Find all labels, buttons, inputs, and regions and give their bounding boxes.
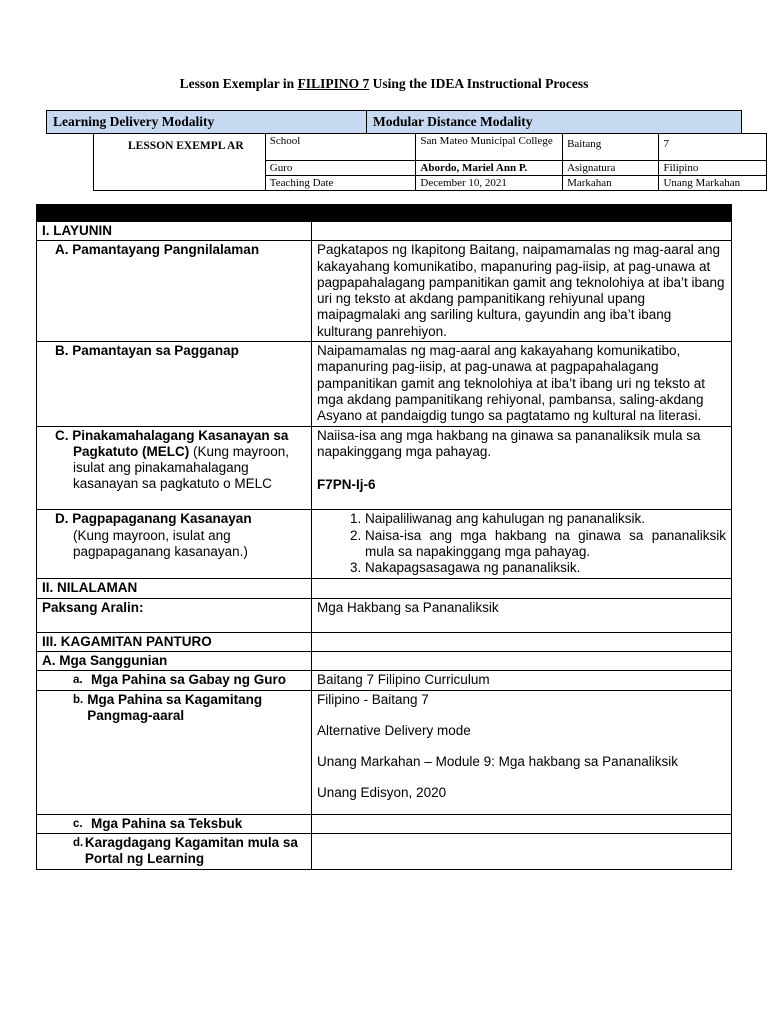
pamantayan-sa-pagganap-text: Naipamamalas ng mag-aaral ang kakayahang komunikatibo, mapanuring pag-iisip, at pag-unawa at pagpapahalagang pampanitikan gamit ang teknolohiya at iba’t ibang uri ng teksto at mga akdang pampanitikang rehiyonal, pambansa, saling-akdang Asyano at pandaigdig tungo sa pagtatamo ng kultural na literasi. (312, 342, 732, 426)
sanggunian-row (37, 651, 732, 670)
lesson-exemplar-label: LESSON EXEMPL AR (94, 134, 266, 191)
table-header-row (37, 205, 732, 222)
melc-code: F7PN-Ij-6 (317, 477, 376, 493)
paksang-aralin-value: Mga Hakbang sa Pananaliksik (312, 598, 732, 632)
source-line: Filipino - Baitang 7 (317, 691, 429, 707)
asignatura-label: Asignatura (563, 161, 659, 176)
baitang-label: Baitang (563, 134, 659, 161)
modality-value: Modular Distance Modality (367, 111, 742, 134)
markahan-label: Markahan (563, 176, 659, 191)
pamantayang-pangnilalaman-text: Pagkatapos ng Ikapitong Baitang, naipamamalas ng mag-aaral ang kakayahang komunikatibo, mapanuring pag-iisip, at pag-unawa at pagpapahalagang pampanitikan gamit ang teknolohiya at iba’t ibang uri ng teksto at akdang pampanitikang rehiyunal upang maipagmalaki ang sariling kultura, gayundin ang iba’t ibang kulturang panrehiyon. (312, 241, 732, 342)
school-label: School (265, 134, 416, 161)
modality-label: Learning Delivery Modality (47, 111, 367, 134)
kagamitan-row (37, 632, 732, 651)
objective-item: 2. Naisa-isa ang mga hakbang na ginawa sa pananaliksik mula sa napakinggang mga pahayag. (365, 528, 726, 561)
teksbuk-text: Mga Pahina sa Teksbuk (91, 815, 243, 831)
teaching-date-value: December 10, 2021 (416, 176, 563, 191)
markahan-value: Unang Markahan (659, 176, 767, 191)
row-b (37, 342, 732, 426)
teaching-date-label: Teaching Date (265, 176, 416, 191)
teksbuk-label (37, 814, 312, 833)
school-value: San Mateo Municipal College (416, 134, 563, 161)
pagpapaganang-label-note: (Kung mayroon, isulat ang pagpapaganang kasanayan.) (73, 527, 248, 560)
row-c (37, 426, 732, 510)
pamantayang-pangnilalaman-label: A. Pamantayang Pangnilalaman (37, 241, 312, 342)
guro-label: Guro (265, 161, 416, 176)
sanggunian-heading: A. Mga Sanggunian (37, 651, 312, 670)
objectives-list (317, 511, 726, 576)
item-letter: b. (73, 693, 84, 706)
source-line: Alternative Delivery mode (317, 722, 471, 738)
title-suffix: Using the IDEA Instructional Process (369, 76, 589, 91)
row-sc (37, 814, 732, 833)
learning-portal-text: Karagdagang Kagamitan mula sa Portal ng Learning (84, 835, 298, 867)
melc-label-note: (Kung mayroon, isulat ang pinakamahalagang kasanayan sa pagkatuto o MELC (73, 443, 290, 492)
gabay-ng-guro-value (312, 671, 732, 690)
pagpapaganang-list-cell (312, 510, 732, 579)
lesson-info-table (93, 133, 767, 191)
objective-item: 1. Naipaliliwanag ang kahulugan ng pananaliksik. (365, 511, 726, 527)
objective-item: 3. Nakapagsasagawa ng pananaliksik. (365, 560, 726, 576)
paksang-aralin-label: Paksang Aralin: (37, 598, 312, 632)
baitang-value: 7 (659, 134, 767, 161)
guro-value: Abordo, Mariel Ann P. (416, 161, 563, 176)
source-line: Unang Edisyon, 2020 (317, 785, 447, 801)
asignatura-value: Filipino (659, 161, 767, 176)
kagamitang-pangmag-aaral-label (37, 690, 312, 814)
layunin-row (37, 222, 732, 241)
row-sb (37, 690, 732, 814)
row-sa (37, 671, 732, 690)
melc-label (37, 426, 312, 510)
melc-description: Naiisa-isa ang mga hakbang na ginawa sa pananaliksik mula sa napakinggang mga pahayag. (317, 427, 701, 459)
kagamitan-heading: III. KAGAMITAN PANTURO (37, 632, 312, 651)
pagpapaganang-label (37, 510, 312, 579)
nilalaman-heading: II. NILALAMAN (37, 579, 312, 598)
learning-portal-label (37, 834, 312, 870)
kagamitang-pangmag-aaral-text: Mga Pahina sa Kagamitang Pangmag-aaral (87, 691, 263, 723)
kagamitang-pangmag-aaral-values (312, 690, 732, 814)
layunin-heading: I. LAYUNIN (37, 222, 312, 241)
melc-text (312, 426, 732, 510)
nilalaman-row (37, 579, 732, 598)
modality-table (46, 110, 742, 134)
source-line: Unang Markahan – Module 9: Mga hakbang sa Pananaliksik (317, 754, 678, 770)
gabay-ng-guro-label (37, 671, 312, 690)
row-a (37, 241, 732, 342)
page-title (0, 76, 768, 92)
pagpapaganang-label-bold: D. Pagpapaganang Kasanayan (55, 511, 252, 527)
title-subject: FILIPINO 7 (297, 76, 370, 91)
item-letter: a. (73, 674, 83, 687)
paksa-row (37, 598, 732, 632)
melc-label-bold: C. Pinakamahalagang Kasanayan sa Pagkatuto (MELC) (55, 427, 289, 459)
gabay-ng-guro-text: Mga Pahina sa Gabay ng Guro (91, 672, 287, 688)
row-d (37, 510, 732, 579)
gabay-ng-guro-source: Baitang 7 Filipino Curriculum (317, 672, 490, 688)
title-prefix: Lesson Exemplar in (179, 76, 298, 91)
row-sd (37, 834, 732, 870)
pamantayan-sa-pagganap-label: B. Pamantayan sa Pagganap (37, 342, 312, 426)
lesson-plan-table (36, 204, 732, 870)
item-letter: d. (73, 837, 84, 850)
item-letter: c. (73, 817, 83, 830)
